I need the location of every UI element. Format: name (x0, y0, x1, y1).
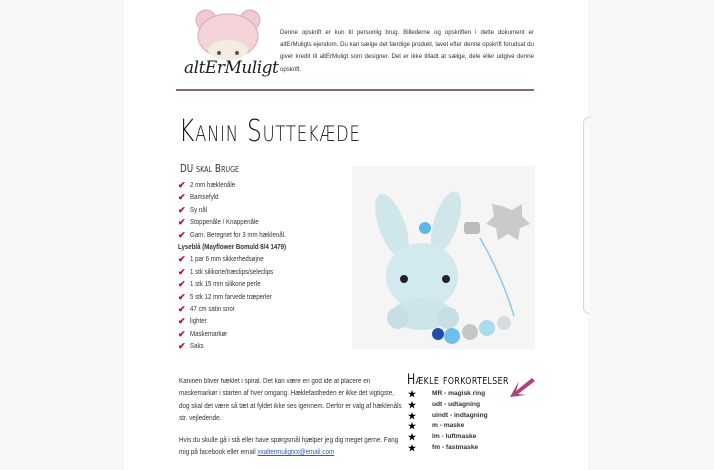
checkmark-icon: ✔ (178, 316, 186, 327)
list-item: ✔ Maskemarkør (178, 328, 228, 339)
brand-logo (184, 6, 279, 90)
list-item: ★ m - maske (408, 421, 465, 432)
checkmark-icon: ✔ (178, 341, 186, 352)
intro-paragraph: Kaninen bliver hæklet i spiral. Det kan være en god ide at placere en maskemarkør i starten af hver omgang. Hæklefastheden er ikke det vigtigste, dog skal det være så tæt at fyldet ikke ses igennem. Derfor er valg af hæklenåls str. vejledende. (179, 378, 402, 422)
star-icon: ★ (408, 432, 417, 443)
yarn-note: Lyseblå (Mayflower Bomuld 8/4 1479) (178, 241, 287, 251)
list-item: ✔ 1 stk silikone/træclips/seleclips (178, 266, 274, 277)
checkmark-icon: ✔ (178, 279, 186, 290)
checkmark-icon: ✔ (178, 266, 186, 277)
checkmark-icon: ✔ (178, 328, 186, 339)
supplies-heading: DU skal Bruge (180, 162, 240, 175)
list-item: ✔ Sy nål (178, 204, 207, 215)
star-icon: ★ (408, 389, 417, 399)
list-item: ★ fm - fastmaske (408, 442, 479, 453)
checkmark-icon: ✔ (178, 303, 186, 314)
instructions-text (179, 376, 405, 470)
document-page (124, 0, 588, 470)
star-icon: ★ (408, 399, 417, 410)
list-item: ✔ lighter (178, 316, 207, 327)
list-item: ★ uindt - indtagning (408, 410, 488, 421)
list-item: ✔ 2 mm hæklenåle (178, 180, 236, 190)
list-item: ✔ Garn. Beregnet for 3 mm hæklenål. (178, 229, 286, 240)
header-divider (176, 89, 534, 91)
edge-panel-handle[interactable] (583, 117, 590, 314)
star-icon: ★ (408, 410, 417, 421)
abbreviations-heading: Hækle forkortelser (407, 372, 509, 388)
checkmark-icon: ✔ (178, 180, 186, 190)
star-icon: ★ (408, 442, 417, 453)
copyright-disclaimer: Denne opskrift er kun til personlig brug. Billederne og opskriften i dette dokument er altErMuligts ejendom. Du kan sælge det færdige produkt, lavet efter denne opskrift forudsat du giver kredit til altErMuligt som designer. Det er ikke tilladt at sælge, dele eller udgive denne opskrift. (280, 29, 534, 73)
list-item: ✔ 1 stk 15 mm silikone perle (178, 279, 261, 290)
product-photo (352, 166, 535, 349)
arrow-down-left-icon (506, 375, 536, 403)
email-link[interactable]: xxaltermuligtxx@email.com (257, 449, 335, 457)
list-item: ✔ Saks (178, 341, 204, 352)
checkmark-icon: ✔ (178, 291, 186, 302)
abbreviations-list (408, 389, 488, 454)
star-icon: ★ (408, 421, 417, 432)
supplies-list (178, 179, 305, 352)
list-item: ★ udt - udtagning (408, 399, 480, 410)
list-item: ✔ Bamsefyld (178, 192, 219, 203)
list-item: ✔ 47 cm satin snor (178, 303, 235, 314)
list-item: ✔ 1 par 6 mm sikkerhedsøjne (178, 254, 264, 265)
list-item: ✔ 5 stk 12 mm farvede træperler (178, 291, 272, 302)
contact-paragraph: Hvis du skulle gå i stå eller have spørgsmål hjælper jeg dig meget gerne. Fang mig på facebook eller email xxaltermuligtxx@email.com (179, 437, 399, 457)
logo-text: altErMuligt (184, 58, 279, 78)
checkmark-icon: ✔ (178, 229, 186, 240)
checkmark-icon: ✔ (178, 204, 186, 215)
bear-hat-icon (184, 6, 274, 62)
list-item: ✔ Stoppenåle / Knappenåle (178, 217, 259, 228)
crochet-bunny-image (352, 166, 535, 349)
checkmark-icon: ✔ (178, 254, 186, 265)
page-title: Kanin Suttekæde (179, 114, 361, 149)
checkmark-icon: ✔ (178, 217, 186, 228)
checkmark-icon: ✔ (178, 192, 186, 203)
list-item: ★ MR - magisk ring (408, 389, 486, 399)
list-item: ★ lm - luftmaske (408, 432, 477, 443)
